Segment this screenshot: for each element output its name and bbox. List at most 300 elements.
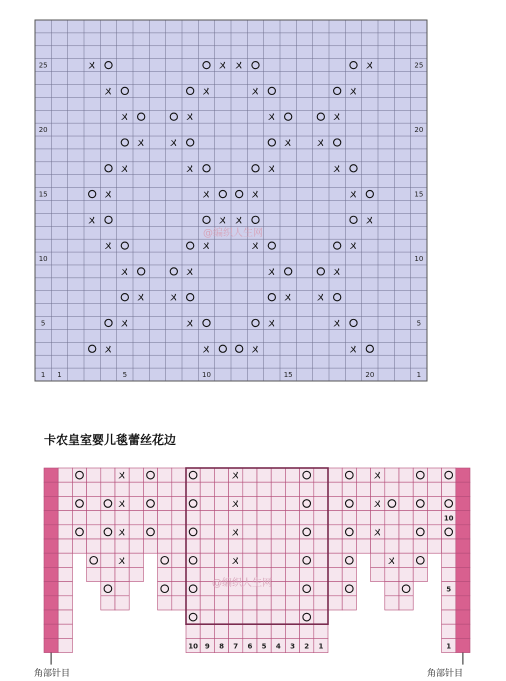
decrease-symbol: ㄨ <box>217 215 228 227</box>
grid-cell <box>271 624 285 638</box>
grid-cell <box>399 596 413 610</box>
decrease-symbol: ㄨ <box>364 215 375 227</box>
row-number: 5 <box>446 585 452 594</box>
column-number: 4 <box>275 642 281 651</box>
grid-cell <box>172 567 186 581</box>
decrease-symbol: ㄨ <box>185 318 196 330</box>
decrease-symbol: ㄨ <box>250 189 261 201</box>
grid-cell <box>172 468 186 482</box>
decrease-symbol: ㄨ <box>117 555 128 567</box>
row-number-right: 5 <box>416 319 422 328</box>
grid-cell <box>399 567 413 581</box>
grid-cell <box>285 525 299 539</box>
row-number-right: 25 <box>414 61 424 70</box>
grid-cell <box>44 482 58 496</box>
grid-cell <box>385 525 399 539</box>
grid-cell <box>328 511 342 525</box>
grid-cell <box>257 482 271 496</box>
grid-cell <box>257 610 271 624</box>
grid-cell <box>328 496 342 510</box>
grid-cell <box>129 468 143 482</box>
grid-cell <box>456 539 470 553</box>
grid-cell <box>456 525 470 539</box>
grid-cell <box>186 596 200 610</box>
grid-cell <box>143 496 157 510</box>
grid-cell <box>101 596 115 610</box>
grid-cell <box>87 525 101 539</box>
grid-cell <box>456 511 470 525</box>
column-number: 10 <box>188 642 198 651</box>
grid-cell <box>158 482 172 496</box>
grid-cell <box>356 468 370 482</box>
grid-cell <box>243 468 257 482</box>
decrease-symbol: ㄨ <box>136 292 147 304</box>
grid-cell <box>328 482 342 496</box>
grid-cell <box>371 553 385 567</box>
grid-cell <box>186 582 200 596</box>
decrease-symbol: ㄨ <box>117 527 128 539</box>
column-number: 9 <box>204 642 210 651</box>
corner-stitch-label-left: 角部针目 <box>34 669 71 679</box>
grid-cell <box>257 525 271 539</box>
grid-cell <box>229 610 243 624</box>
grid-cell <box>129 553 143 567</box>
grid-cell <box>200 496 214 510</box>
grid-cell <box>243 596 257 610</box>
column-number: 1 <box>57 371 62 380</box>
grid-cell <box>385 482 399 496</box>
grid-cell <box>172 596 186 610</box>
grid-cell <box>115 482 129 496</box>
grid-cell <box>172 553 186 567</box>
row-number-left: 5 <box>40 319 46 328</box>
grid-cell <box>129 482 143 496</box>
grid-cell <box>271 539 285 553</box>
grid-cell <box>399 468 413 482</box>
grid-cell <box>72 496 86 510</box>
grid-cell <box>186 511 200 525</box>
grid-cell <box>300 525 314 539</box>
grid-cell <box>200 482 214 496</box>
grid-cell <box>143 539 157 553</box>
grid-cell <box>214 525 228 539</box>
grid-cell <box>385 582 399 596</box>
decrease-symbol: ㄨ <box>348 189 359 201</box>
decrease-symbol: ㄨ <box>266 318 277 330</box>
grid-cell <box>87 567 101 581</box>
decrease-symbol: ㄨ <box>230 527 241 539</box>
grid-cell <box>115 596 129 610</box>
grid-cell <box>399 525 413 539</box>
grid-cell <box>456 553 470 567</box>
grid-cell <box>172 496 186 510</box>
decrease-symbol: ㄨ <box>283 137 294 149</box>
grid-cell <box>158 496 172 510</box>
decrease-symbol: ㄨ <box>87 215 98 227</box>
grid-cell <box>186 468 200 482</box>
grid-cell <box>285 582 299 596</box>
grid-cell <box>342 468 356 482</box>
decrease-symbol: ㄨ <box>348 241 359 253</box>
grid-cell <box>328 525 342 539</box>
grid-cell <box>243 482 257 496</box>
grid-cell <box>342 525 356 539</box>
grid-cell <box>385 496 399 510</box>
grid-cell <box>456 596 470 610</box>
grid-cell <box>243 624 257 638</box>
grid-cell <box>257 511 271 525</box>
grid-cell <box>328 567 342 581</box>
grid-cell <box>413 511 427 525</box>
grid-cell <box>314 511 328 525</box>
grid-cell <box>58 539 72 553</box>
decrease-symbol: ㄨ <box>119 318 130 330</box>
column-number: 6 <box>247 642 253 651</box>
grid-cell <box>271 525 285 539</box>
grid-cell <box>271 582 285 596</box>
row-number: 10 <box>443 514 454 523</box>
row-number-left: 15 <box>38 190 48 199</box>
column-number: 5 <box>122 371 128 380</box>
grid-cell <box>129 539 143 553</box>
grid-cell <box>385 511 399 525</box>
grid-cell <box>129 525 143 539</box>
decrease-symbol: ㄨ <box>185 163 196 175</box>
grid-cell <box>300 610 314 624</box>
grid-cell <box>44 539 58 553</box>
grid-cell <box>300 496 314 510</box>
grid-cell <box>314 596 328 610</box>
decrease-symbol: ㄨ <box>234 60 245 72</box>
grid-cell <box>58 511 72 525</box>
row-number-left: 1 <box>40 371 46 380</box>
grid-cell <box>456 610 470 624</box>
grid-cell <box>300 539 314 553</box>
decrease-symbol: ㄨ <box>168 137 179 149</box>
grid-cell <box>399 496 413 510</box>
decrease-symbol: ㄨ <box>315 137 326 149</box>
row-number-left: 20 <box>38 126 48 135</box>
grid-cell <box>442 610 456 624</box>
bottom-watermark: @编织人生网 <box>212 578 272 589</box>
decrease-symbol: ㄨ <box>372 499 383 510</box>
decrease-symbol: ㄨ <box>372 527 383 539</box>
grid-cell <box>229 511 243 525</box>
grid-cell <box>271 596 285 610</box>
grid-cell <box>328 468 342 482</box>
grid-cell <box>87 496 101 510</box>
grid-cell <box>271 496 285 510</box>
grid-cell <box>314 582 328 596</box>
grid-cell <box>44 468 58 482</box>
grid-cell <box>371 539 385 553</box>
grid-cell <box>328 582 342 596</box>
grid-cell <box>243 610 257 624</box>
grid-cell <box>172 511 186 525</box>
grid-cell <box>413 539 427 553</box>
grid-cell <box>285 567 299 581</box>
grid-cell <box>101 511 115 525</box>
row-number-right: 1 <box>416 371 422 380</box>
grid-cell <box>243 511 257 525</box>
grid-cell <box>101 468 115 482</box>
grid-cell <box>285 511 299 525</box>
grid-cell <box>58 582 72 596</box>
grid-cell <box>342 539 356 553</box>
grid-cell <box>158 525 172 539</box>
grid-cell <box>442 553 456 567</box>
grid-cell <box>456 496 470 510</box>
decrease-symbol: ㄨ <box>201 86 212 98</box>
grid-cell <box>243 553 257 567</box>
grid-cell <box>328 596 342 610</box>
grid-cell <box>300 567 314 581</box>
grid-cell <box>172 539 186 553</box>
grid-cell <box>356 496 370 510</box>
grid-cell <box>427 482 441 496</box>
grid-cell <box>271 567 285 581</box>
grid-cell <box>442 567 456 581</box>
grid-cell <box>271 511 285 525</box>
grid-cell <box>58 468 72 482</box>
decrease-symbol: ㄨ <box>250 241 261 253</box>
grid-cell <box>456 638 470 652</box>
grid-cell <box>214 468 228 482</box>
grid-cell <box>285 596 299 610</box>
grid-cell <box>115 567 129 581</box>
grid-cell <box>314 482 328 496</box>
decrease-symbol: ㄨ <box>117 499 128 510</box>
grid-cell <box>300 582 314 596</box>
grid-cell <box>158 567 172 581</box>
grid-cell <box>399 539 413 553</box>
grid-cell <box>58 482 72 496</box>
grid-cell <box>342 482 356 496</box>
grid-cell <box>200 610 214 624</box>
column-number: 1 <box>318 642 324 651</box>
grid-cell <box>257 596 271 610</box>
grid-cell <box>58 553 72 567</box>
grid-cell <box>44 553 58 567</box>
grid-cell <box>257 624 271 638</box>
grid-cell <box>200 468 214 482</box>
grid-cell <box>44 567 58 581</box>
grid-cell <box>399 482 413 496</box>
grid-cell <box>413 496 427 510</box>
decrease-symbol: ㄨ <box>185 112 196 124</box>
decrease-symbol: ㄨ <box>201 344 212 356</box>
decrease-symbol: ㄨ <box>315 292 326 304</box>
column-number: 20 <box>365 371 375 380</box>
grid-cell <box>442 468 456 482</box>
grid-cell <box>158 596 172 610</box>
grid-cell <box>399 553 413 567</box>
decrease-symbol: ㄨ <box>230 470 241 482</box>
grid-cell <box>342 582 356 596</box>
top-watermark: @编织人生网 <box>203 228 263 239</box>
grid-cell <box>87 511 101 525</box>
grid-cell <box>285 624 299 638</box>
grid-cell <box>129 567 143 581</box>
grid-cell <box>58 596 72 610</box>
grid-cell <box>342 553 356 567</box>
grid-cell <box>44 624 58 638</box>
grid-cell <box>285 482 299 496</box>
decrease-symbol: ㄨ <box>117 470 128 482</box>
grid-cell <box>271 468 285 482</box>
decrease-symbol: ㄨ <box>168 292 179 304</box>
grid-cell <box>186 567 200 581</box>
grid-cell <box>87 553 101 567</box>
decrease-symbol: ㄨ <box>332 266 343 278</box>
grid-cell <box>44 496 58 510</box>
grid-cell <box>342 496 356 510</box>
decrease-symbol: ㄨ <box>364 60 375 72</box>
row-number-right: 10 <box>414 255 424 264</box>
grid-cell <box>58 638 72 652</box>
decrease-symbol: ㄨ <box>372 470 383 482</box>
decrease-symbol: ㄨ <box>136 137 147 149</box>
grid-cell <box>385 567 399 581</box>
grid-cell <box>356 511 370 525</box>
grid-cell <box>186 553 200 567</box>
grid-cell <box>229 482 243 496</box>
grid-cell <box>58 496 72 510</box>
grid-cell <box>300 624 314 638</box>
decrease-symbol: ㄨ <box>230 499 241 510</box>
grid-cell <box>371 567 385 581</box>
row-number: 1 <box>446 642 452 651</box>
bottom-knitting-chart <box>0 460 506 665</box>
grid-cell <box>44 511 58 525</box>
grid-cell <box>158 511 172 525</box>
grid-cell <box>101 539 115 553</box>
grid-cell <box>214 553 228 567</box>
grid-cell <box>101 567 115 581</box>
decrease-symbol: ㄨ <box>87 60 98 72</box>
grid-cell <box>243 539 257 553</box>
grid-cell <box>229 624 243 638</box>
grid-cell <box>442 539 456 553</box>
grid-cell <box>456 482 470 496</box>
grid-cell <box>285 553 299 567</box>
grid-cell <box>115 511 129 525</box>
grid-cell <box>158 539 172 553</box>
grid-cell <box>456 567 470 581</box>
grid-cell <box>214 610 228 624</box>
grid-cell <box>456 624 470 638</box>
grid-cell <box>456 582 470 596</box>
grid-cell <box>129 511 143 525</box>
decrease-symbol: ㄨ <box>230 555 241 567</box>
grid-cell <box>101 482 115 496</box>
grid-cell <box>328 553 342 567</box>
grid-cell <box>413 468 427 482</box>
grid-cell <box>371 511 385 525</box>
grid-cell <box>342 596 356 610</box>
grid-cell <box>214 482 228 496</box>
grid-cell <box>200 539 214 553</box>
decrease-symbol: ㄨ <box>103 86 114 98</box>
grid-cell <box>413 553 427 567</box>
grid-cell <box>300 482 314 496</box>
grid-cell <box>186 610 200 624</box>
grid-cell <box>101 553 115 567</box>
grid-cell <box>44 525 58 539</box>
grid-cell <box>257 553 271 567</box>
decrease-symbol: ㄨ <box>250 86 261 98</box>
grid-cell <box>143 468 157 482</box>
grid-cell <box>356 525 370 539</box>
grid-cell <box>87 539 101 553</box>
grid-cell <box>300 553 314 567</box>
decrease-symbol: ㄨ <box>266 266 277 278</box>
grid-cell <box>58 624 72 638</box>
decrease-symbol: ㄨ <box>201 189 212 201</box>
decrease-symbol: ㄨ <box>103 189 114 201</box>
grid-cell <box>314 525 328 539</box>
decrease-symbol: ㄨ <box>266 112 277 124</box>
grid-cell <box>158 582 172 596</box>
grid-cell <box>356 482 370 496</box>
grid-cell <box>385 596 399 610</box>
decrease-symbol: ㄨ <box>283 292 294 304</box>
decrease-symbol: ㄨ <box>185 266 196 278</box>
decrease-symbol: ㄨ <box>119 266 130 278</box>
grid-cell <box>186 482 200 496</box>
grid-cell <box>200 624 214 638</box>
decrease-symbol: ㄨ <box>217 60 228 72</box>
grid-cell <box>442 525 456 539</box>
grid-cell <box>186 539 200 553</box>
grid-cell <box>44 638 58 652</box>
column-number: 2 <box>304 642 310 651</box>
grid-cell <box>385 539 399 553</box>
grid-cell <box>285 539 299 553</box>
column-number: 7 <box>233 642 239 651</box>
grid-cell <box>72 525 86 539</box>
grid-cell <box>271 482 285 496</box>
grid-cell <box>58 525 72 539</box>
row-number-left: 10 <box>38 255 48 264</box>
row-number-right: 20 <box>414 126 424 135</box>
grid-cell <box>44 610 58 624</box>
grid-cell <box>87 482 101 496</box>
grid-cell <box>214 496 228 510</box>
grid-cell <box>214 539 228 553</box>
grid-cell <box>200 596 214 610</box>
grid-cell <box>172 582 186 596</box>
grid-cell <box>413 567 427 581</box>
grid-cell <box>271 610 285 624</box>
grid-cell <box>314 624 328 638</box>
grid-cell <box>314 539 328 553</box>
decrease-symbol: ㄨ <box>348 86 359 98</box>
grid-cell <box>129 496 143 510</box>
grid-cell <box>257 496 271 510</box>
grid-cell <box>44 582 58 596</box>
grid-cell <box>285 468 299 482</box>
column-number: 10 <box>202 371 211 380</box>
column-number: 8 <box>219 642 224 651</box>
column-number: 15 <box>283 371 293 380</box>
grid-cell <box>413 525 427 539</box>
grid-cell <box>243 525 257 539</box>
grid-cell <box>314 567 328 581</box>
column-number: 3 <box>290 642 295 651</box>
decrease-symbol: ㄨ <box>119 163 130 175</box>
grid-cell <box>442 624 456 638</box>
